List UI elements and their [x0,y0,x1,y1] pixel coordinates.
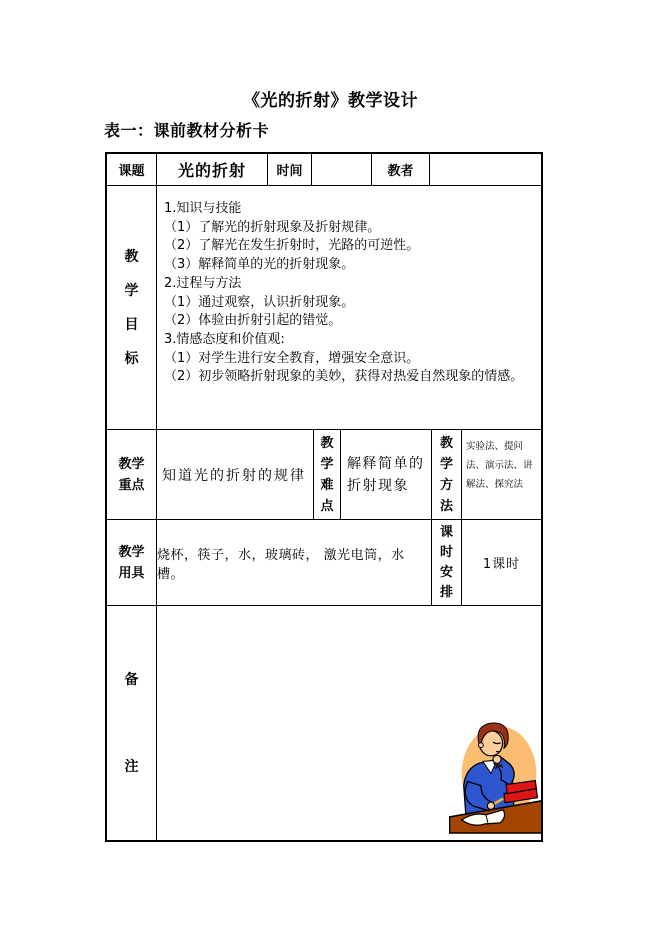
remarks-row [107,606,541,840]
time-label: 时间 [268,154,312,185]
document-title: 《光的折射》教学设计 [243,91,418,111]
objective-line: 2.过程与方法 [164,275,242,291]
objective-line: （1）通过观察，认识折射现象。 [164,294,355,310]
difficulty-label: 教 学 难 点 [314,430,341,519]
table-caption: 表一：课前教材分析卡 [104,121,270,140]
objective-line: 3.情感态度和价值观: [164,331,285,347]
objectives-row [107,186,541,430]
topic-value: 光的折射 [157,154,268,185]
focus-label: 教学 重点 [107,430,157,519]
focus-value: 知道光的折射的规律 [157,430,314,519]
schedule-value: 1课时 [482,557,521,572]
analysis-table [105,152,543,842]
teacher-clipart-graphic [449,719,541,835]
time-value [312,154,372,185]
tools-row [107,520,541,606]
header-row [107,154,541,186]
topic-label: 课题 [107,154,157,185]
objective-line: （1）了解光的折射现象及折射规律。 [164,219,381,235]
remarks-content [157,606,541,840]
remarks-label: 备 注 [107,606,157,840]
objectives-content [157,186,541,429]
teacher-thinking-clipart [446,717,541,835]
objective-line: （1）对学生进行安全教育，增强安全意识。 [164,350,420,366]
tools-value: 烧杯，筷子，水，玻璃砖， 激光电筒，水槽。 [157,520,432,605]
schedule-label: 课 时 安 排 [432,520,462,605]
objective-line: （2）体验由折射引起的错觉。 [164,313,342,329]
objectives-label: 教 学 目 标 [107,186,157,429]
objective-line: （2）初步领略折射现象的美妙，获得对热爱自然现象的情感。 [164,369,524,385]
objective-line: （2）了解光在发生折射时，光路的可逆性。 [164,238,420,254]
method-label: 教 学 方 法 [432,430,462,519]
tools-label: 教学 用具 [107,520,157,605]
teacher-label: 教者 [372,154,430,185]
difficulty-value: 解释简单的折射现象 [341,430,432,519]
objective-line: （3）解释简单的光的折射现象。 [164,257,355,273]
teacher-value [430,154,541,185]
focus-row [107,430,541,520]
objective-line: 1.知识与技能 [164,201,242,216]
method-value: 实验法、提问法、演示法、讲解法、探究法 [466,441,533,490]
